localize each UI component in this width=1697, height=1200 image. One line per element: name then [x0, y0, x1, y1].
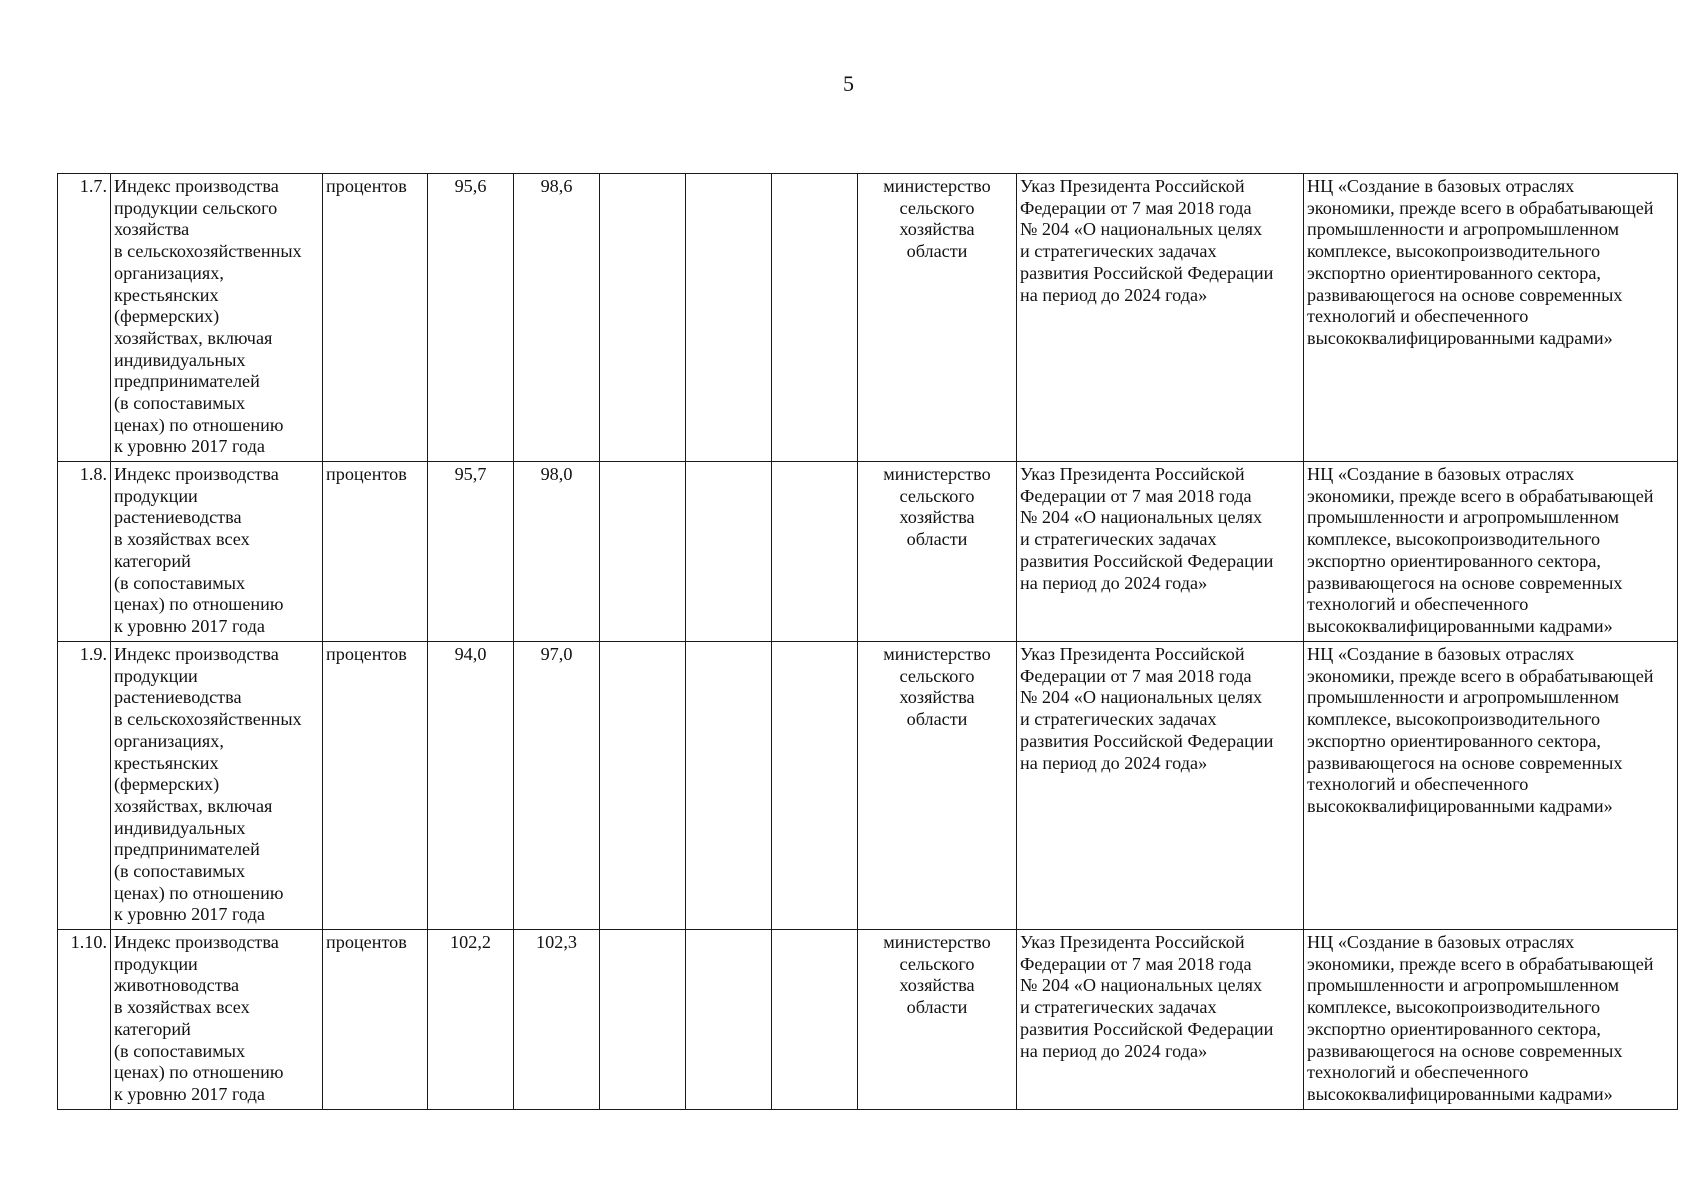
responsible-agency-cell-line: сельского	[899, 485, 975, 506]
responsible-agency-cell-line: хозяйства	[899, 219, 975, 240]
decree-cell-line: № 204 «О национальных целях	[1020, 219, 1263, 240]
indicator-cell-line: Индекс производства	[114, 464, 279, 484]
empty-value-cell-3	[600, 174, 686, 462]
indicator-cell-line: индивидуальных	[114, 349, 246, 370]
value-cell-2: 98,0	[514, 462, 600, 642]
indicator-cell-line: (фермерских)	[114, 306, 220, 327]
national-goal-cell-line: высококвалифицированными кадрами»	[1307, 615, 1613, 636]
indicator-cell-line: крестьянских	[114, 284, 219, 305]
national-goal-cell-line: технологий и обеспеченного	[1307, 774, 1529, 795]
table-row	[58, 462, 1678, 642]
indicator-cell-line: предпринимателей	[114, 371, 260, 392]
indicator-cell-line: продукции	[114, 485, 198, 506]
responsible-agency-cell-line: министерство	[883, 464, 991, 484]
value-cell-2: 98,6	[514, 174, 600, 462]
decree-cell-line: на период до 2024 года»	[1020, 572, 1208, 593]
responsible-agency-cell-line: хозяйства	[899, 975, 975, 996]
national-goal-cell-line: развивающегося на основе современных	[1307, 572, 1623, 593]
decree-cell-line: Указ Президента Российской	[1020, 644, 1245, 664]
indicator-cell-line: организациях,	[114, 262, 224, 283]
indicator-cell-line: ценах) по отношению	[114, 882, 284, 903]
indicator-cell-line: к уровню 2017 года	[114, 904, 265, 925]
indicator-cell-line: ценах) по отношению	[114, 414, 284, 435]
national-goal-cell-line: развивающегося на основе современных	[1307, 284, 1623, 305]
national-goal-cell-line: промышленности и агропромышленном	[1307, 507, 1619, 528]
empty-value-cell-4	[686, 174, 772, 462]
national-goal-cell-line: экспортно ориентированного сектора,	[1307, 550, 1601, 571]
indicator-cell-line: категорий	[114, 1018, 191, 1039]
value-cell-1: 102,2	[428, 930, 514, 1110]
responsible-agency-cell-line: министерство	[883, 932, 991, 952]
indicator-cell-line: (в сопоставимых	[114, 393, 246, 414]
decree-cell-line: и стратегических задачах	[1020, 241, 1217, 262]
indicator-cell-line: к уровню 2017 года	[114, 1083, 265, 1104]
responsible-agency-cell-line: хозяйства	[899, 507, 975, 528]
decree-cell-line: на период до 2024 года»	[1020, 1040, 1208, 1061]
indicators-table	[57, 173, 1678, 1110]
indicator-cell-line: в хозяйствах всех	[114, 997, 250, 1018]
unit-cell: процентов	[323, 174, 428, 462]
empty-value-cell-4	[686, 642, 772, 930]
national-goal-cell-line: экспортно ориентированного сектора,	[1307, 1018, 1601, 1039]
indicator-cell-line: растениеводства	[114, 687, 242, 708]
national-goal-cell-line: промышленности и агропромышленном	[1307, 687, 1619, 708]
unit-cell: процентов	[323, 462, 428, 642]
national-goal-cell-line: экономики, прежде всего в обрабатывающей	[1307, 665, 1654, 686]
row-number-cell: 1.10.	[58, 930, 111, 1110]
empty-value-cell-5	[772, 642, 858, 930]
decree-cell	[1017, 174, 1304, 462]
decree-cell-line: на период до 2024 года»	[1020, 752, 1208, 773]
indicator-cell	[111, 462, 323, 642]
indicator-cell-line: животноводства	[114, 975, 240, 996]
responsible-agency-cell-line: министерство	[883, 644, 991, 664]
national-goal-cell-line: экономики, прежде всего в обрабатывающей	[1307, 953, 1654, 974]
decree-cell-line: развития Российской Федерации	[1020, 262, 1274, 283]
national-goal-cell-line: промышленности и агропромышленном	[1307, 219, 1619, 240]
indicator-cell	[111, 930, 323, 1110]
indicator-cell-line: (фермерских)	[114, 774, 220, 795]
indicator-cell-line: крестьянских	[114, 752, 219, 773]
national-goal-cell-line: НЦ «Создание в базовых отраслях	[1307, 464, 1575, 484]
decree-cell-line: Федерации от 7 мая 2018 года	[1020, 665, 1252, 686]
indicator-cell-line: индивидуальных	[114, 817, 246, 838]
empty-value-cell-3	[600, 930, 686, 1110]
table-row	[58, 642, 1678, 930]
responsible-agency-cell	[858, 174, 1017, 462]
indicator-cell-line: продукции	[114, 665, 198, 686]
indicator-cell-line: хозяйства	[114, 219, 190, 240]
responsible-agency-cell	[858, 642, 1017, 930]
decree-cell-line: № 204 «О национальных целях	[1020, 975, 1263, 996]
decree-cell-line: и стратегических задачах	[1020, 997, 1217, 1018]
indicator-cell-line: в сельскохозяйственных	[114, 709, 302, 730]
value-cell-2: 97,0	[514, 642, 600, 930]
responsible-agency-cell-line: сельского	[899, 953, 975, 974]
indicator-cell	[111, 642, 323, 930]
row-number-cell: 1.8.	[58, 462, 111, 642]
decree-cell-line: Федерации от 7 мая 2018 года	[1020, 953, 1252, 974]
responsible-agency-cell-line: хозяйства	[899, 687, 975, 708]
empty-value-cell-5	[772, 930, 858, 1110]
indicator-cell	[111, 174, 323, 462]
row-number-cell: 1.9.	[58, 642, 111, 930]
national-goal-cell-line: развивающегося на основе современных	[1307, 1040, 1623, 1061]
indicator-cell-line: (в сопоставимых	[114, 572, 246, 593]
empty-value-cell-4	[686, 930, 772, 1110]
responsible-agency-cell	[858, 930, 1017, 1110]
indicator-cell-line: в сельскохозяйственных	[114, 241, 302, 262]
page-number: 5	[843, 71, 854, 96]
indicator-cell-line: Индекс производства	[114, 932, 279, 952]
responsible-agency-cell-line: сельского	[899, 665, 975, 686]
responsible-agency-cell-line: сельского	[899, 197, 975, 218]
decree-cell	[1017, 462, 1304, 642]
national-goal-cell-line: высококвалифицированными кадрами»	[1307, 795, 1613, 816]
national-goal-cell	[1304, 930, 1678, 1110]
national-goal-cell-line: экспортно ориентированного сектора,	[1307, 730, 1601, 751]
decree-cell-line: развития Российской Федерации	[1020, 1018, 1274, 1039]
indicator-cell-line: к уровню 2017 года	[114, 615, 265, 636]
table-row	[58, 174, 1678, 462]
decree-cell	[1017, 930, 1304, 1110]
national-goal-cell-line: комплексе, высокопроизводительного	[1307, 997, 1601, 1018]
national-goal-cell-line: комплексе, высокопроизводительного	[1307, 529, 1601, 550]
national-goal-cell-line: НЦ «Создание в базовых отраслях	[1307, 644, 1575, 664]
decree-cell-line: развития Российской Федерации	[1020, 550, 1274, 571]
national-goal-cell-line: технологий и обеспеченного	[1307, 1062, 1529, 1083]
national-goal-cell-line: экспортно ориентированного сектора,	[1307, 262, 1601, 283]
indicator-cell-line: категорий	[114, 550, 191, 571]
indicator-cell-line: растениеводства	[114, 507, 242, 528]
responsible-agency-cell-line: области	[906, 529, 968, 550]
unit-cell: процентов	[323, 930, 428, 1110]
indicator-cell-line: организациях,	[114, 730, 224, 751]
indicator-cell-line: продукции	[114, 953, 198, 974]
row-number-cell: 1.7.	[58, 174, 111, 462]
responsible-agency-cell-line: области	[906, 997, 968, 1018]
decree-cell-line: на период до 2024 года»	[1020, 284, 1208, 305]
decree-cell-line: № 204 «О национальных целях	[1020, 507, 1263, 528]
indicator-cell-line: продукции сельского	[114, 197, 278, 218]
decree-cell-line: Указ Президента Российской	[1020, 932, 1245, 952]
national-goal-cell-line: промышленности и агропромышленном	[1307, 975, 1619, 996]
national-goal-cell-line: НЦ «Создание в базовых отраслях	[1307, 932, 1575, 952]
national-goal-cell-line: НЦ «Создание в базовых отраслях	[1307, 176, 1575, 196]
national-goal-cell-line: высококвалифицированными кадрами»	[1307, 327, 1613, 348]
table-body	[58, 174, 1678, 1110]
empty-value-cell-4	[686, 462, 772, 642]
empty-value-cell-3	[600, 642, 686, 930]
decree-cell	[1017, 642, 1304, 930]
indicator-cell-line: (в сопоставимых	[114, 861, 246, 882]
indicator-cell-line: хозяйствах, включая	[114, 795, 273, 816]
indicator-cell-line: к уровню 2017 года	[114, 436, 265, 457]
national-goal-cell	[1304, 462, 1678, 642]
responsible-agency-cell-line: области	[906, 241, 968, 262]
national-goal-cell	[1304, 174, 1678, 462]
indicator-cell-line: Индекс производства	[114, 644, 279, 664]
value-cell-1: 95,7	[428, 462, 514, 642]
decree-cell-line: № 204 «О национальных целях	[1020, 687, 1263, 708]
national-goal-cell-line: технологий и обеспеченного	[1307, 594, 1529, 615]
national-goal-cell-line: экономики, прежде всего в обрабатывающей	[1307, 197, 1654, 218]
decree-cell-line: Федерации от 7 мая 2018 года	[1020, 197, 1252, 218]
decree-cell-line: Указ Президента Российской	[1020, 464, 1245, 484]
responsible-agency-cell-line: области	[906, 709, 968, 730]
decree-cell-line: Указ Президента Российской	[1020, 176, 1245, 196]
empty-value-cell-5	[772, 174, 858, 462]
value-cell-1: 94,0	[428, 642, 514, 930]
responsible-agency-cell	[858, 462, 1017, 642]
value-cell-1: 95,6	[428, 174, 514, 462]
decree-cell-line: и стратегических задачах	[1020, 709, 1217, 730]
indicator-cell-line: (в сопоставимых	[114, 1040, 246, 1061]
indicator-cell-line: в хозяйствах всех	[114, 529, 250, 550]
national-goal-cell	[1304, 642, 1678, 930]
national-goal-cell-line: высококвалифицированными кадрами»	[1307, 1083, 1613, 1104]
national-goal-cell-line: комплексе, высокопроизводительного	[1307, 709, 1601, 730]
national-goal-cell-line: комплексе, высокопроизводительного	[1307, 241, 1601, 262]
decree-cell-line: развития Российской Федерации	[1020, 730, 1274, 751]
indicator-cell-line: хозяйствах, включая	[114, 327, 273, 348]
decree-cell-line: и стратегических задачах	[1020, 529, 1217, 550]
table-row	[58, 930, 1678, 1110]
decree-cell-line: Федерации от 7 мая 2018 года	[1020, 485, 1252, 506]
national-goal-cell-line: развивающегося на основе современных	[1307, 752, 1623, 773]
empty-value-cell-5	[772, 462, 858, 642]
indicator-cell-line: Индекс производства	[114, 176, 279, 196]
national-goal-cell-line: технологий и обеспеченного	[1307, 306, 1529, 327]
indicator-cell-line: предпринимателей	[114, 839, 260, 860]
national-goal-cell-line: экономики, прежде всего в обрабатывающей	[1307, 485, 1654, 506]
indicator-cell-line: ценах) по отношению	[114, 594, 284, 615]
unit-cell: процентов	[323, 642, 428, 930]
value-cell-2: 102,3	[514, 930, 600, 1110]
responsible-agency-cell-line: министерство	[883, 176, 991, 196]
empty-value-cell-3	[600, 462, 686, 642]
indicator-cell-line: ценах) по отношению	[114, 1062, 284, 1083]
